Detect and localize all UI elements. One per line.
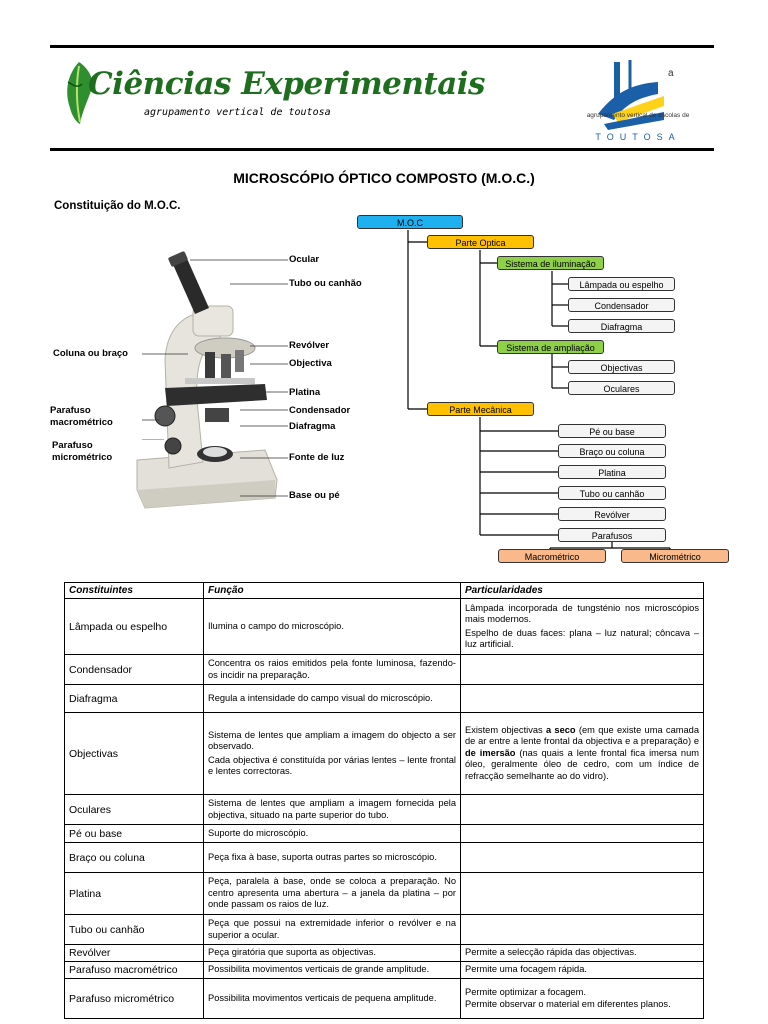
- diagram-sistema-iluminacao: Sistema de iluminação: [497, 256, 604, 270]
- diagram-objectivas: Objectivas: [568, 360, 675, 374]
- cell-funcao: [204, 713, 461, 795]
- cell-part-line: Lâmpada incorporada de tungsténio nos microscópios mais modernos.: [465, 602, 699, 624]
- cell-name: Parafuso macrométrico: [65, 962, 204, 979]
- part-text: Existem objectivas: [465, 724, 546, 735]
- label-objectiva: Objectiva: [289, 358, 332, 369]
- table-row: [65, 915, 704, 945]
- cell-name: Lâmpada ou espelho: [65, 599, 204, 655]
- header-constituintes: Constituintes: [65, 583, 204, 599]
- table-header-row: [65, 583, 704, 599]
- cell-name: Braço ou coluna: [65, 843, 204, 873]
- cell-funcao: Peça fixa à base, suporta outras partes so microscópio.: [204, 843, 461, 873]
- diagram-revolver: Revólver: [558, 507, 666, 521]
- cell-particularidades: [461, 843, 704, 873]
- cell-part-line: Permite observar o material em diferentes planos.: [465, 998, 671, 1009]
- table-row: [65, 945, 704, 962]
- part-text: (em que existe uma camada de ar entre a lente frontal da objectiva e a preparação) e: [465, 724, 699, 747]
- diagram-diafragma: Diafragma: [568, 319, 675, 333]
- cell-funcao: Suporte do microscópio.: [204, 825, 461, 843]
- seal-letter: a: [668, 68, 674, 79]
- part-text: (nas quais a lente frontal fica imersa num óleo, geralmente óleo de cedro, com um índice de refracção semelhante ao do vidro).: [465, 747, 700, 781]
- diagram-parte-optica: Parte Optica: [427, 235, 534, 249]
- label-platina: Platina: [289, 387, 321, 398]
- table-row: [65, 962, 704, 979]
- cell-part-line: Permite optimizar a focagem.: [465, 987, 586, 997]
- page-title: MICROSCÓPIO ÓPTICO COMPOSTO (M.O.C.): [233, 170, 535, 186]
- table-row: [65, 795, 704, 825]
- diagram-micrometrico: Micrométrico: [621, 549, 729, 563]
- diagram-condensador: Condensador: [568, 298, 675, 312]
- table-row: [65, 979, 704, 1019]
- seal-small-text: agrupamento vertical de escolas de: [586, 112, 690, 119]
- cell-name: Revólver: [65, 945, 204, 962]
- cell-funcao: Ilumina o campo do microscópio.: [204, 599, 461, 655]
- cell-funcao: Regula a intensidade do campo visual do microscópio.: [204, 685, 461, 713]
- cell-part-line: Espelho de duas faces: plana – luz natural; côncava – luz artificial.: [465, 627, 699, 649]
- seal-town: TOUTOSA: [595, 132, 681, 142]
- cell-name: Tubo ou canhão: [65, 915, 204, 945]
- label-tubo: Tubo ou canhão: [289, 278, 362, 289]
- part-bold-a-seco: a seco: [545, 724, 576, 735]
- diagram-parte-mecanica: Parte Mecânica: [427, 402, 534, 416]
- table-row: [65, 873, 704, 915]
- cell-funcao: Peça que possui na extremidade inferior o revólver e na superior a ocular.: [204, 915, 461, 945]
- cell-name: Platina: [65, 873, 204, 915]
- cell-particularidades: Permite uma focagem rápida.: [461, 962, 704, 979]
- diagram-parafusos: Parafusos: [558, 528, 666, 542]
- diagram-platina: Platina: [558, 465, 666, 479]
- microscope-left-leader-lines: [140, 340, 200, 440]
- cell-funcao-line: Sistema de lentes que ampliam a imagem do objecto a ser observado.: [208, 729, 456, 751]
- logo-title: Ciências Experimentais: [88, 66, 486, 102]
- logo-subtitle: agrupamento vertical de toutosa: [144, 107, 331, 118]
- table-row: [65, 599, 704, 655]
- cell-funcao: Possibilita movimentos verticais de pequena amplitude.: [204, 979, 461, 1019]
- cell-name: Pé ou base: [65, 825, 204, 843]
- cell-funcao: Peça giratória que suporta as objectivas.: [204, 945, 461, 962]
- label-base: Base ou pé: [289, 490, 340, 501]
- header-funcao: Função: [204, 583, 461, 599]
- cell-name: Oculares: [65, 795, 204, 825]
- diagram-lampada: Lâmpada ou espelho: [568, 277, 675, 291]
- label-macro-line2: macrométrico: [50, 417, 113, 428]
- cell-particularidades: [461, 873, 704, 915]
- diagram-pe-base: Pé ou base: [558, 424, 666, 438]
- cell-name: Diafragma: [65, 685, 204, 713]
- label-revolver: Revólver: [289, 340, 330, 351]
- label-coluna: Coluna ou braço: [53, 348, 128, 359]
- cell-particularidades: [461, 685, 704, 713]
- label-micro-line1: Parafuso: [52, 440, 93, 451]
- cell-funcao: Sistema de lentes que ampliam a imagem fornecida pela objectiva, situado na parte superior do tubo.: [204, 795, 461, 825]
- diagram-root: M.O.C: [357, 215, 463, 229]
- table-row: [65, 843, 704, 873]
- cell-funcao: Concentra os raios emitidos pela fonte luminosa, fazendo-os incidir na preparação.: [204, 655, 461, 685]
- table-row: [65, 655, 704, 685]
- table-row: [65, 825, 704, 843]
- cell-particularidades: [461, 655, 704, 685]
- diagram-macrometrico: Macrométrico: [498, 549, 606, 563]
- part-bold-de-imersao: de imersão: [465, 747, 516, 758]
- header-particularidades: Particularidades: [461, 583, 704, 599]
- cell-name: Objectivas: [65, 713, 204, 795]
- cell-particularidades: Permite a selecção rápida das objectivas.: [461, 945, 704, 962]
- cell-particularidades: [461, 979, 704, 1019]
- cell-particularidades: [461, 713, 704, 795]
- table-row: [65, 685, 704, 713]
- cell-particularidades: [461, 599, 704, 655]
- label-micro-line2: micrométrico: [52, 452, 113, 463]
- cell-name: Condensador: [65, 655, 204, 685]
- cell-particularidades: [461, 915, 704, 945]
- cell-particularidades: [461, 825, 704, 843]
- section-title: Constituição do M.O.C.: [54, 200, 181, 212]
- header-top-rule: [50, 45, 714, 48]
- table-row: [65, 713, 704, 795]
- diagram-oculares: Oculares: [568, 381, 675, 395]
- label-fonte: Fonte de luz: [289, 452, 345, 463]
- cell-particularidades: [461, 795, 704, 825]
- cell-funcao: Peça, paralela à base, onde se coloca a preparação. No centro apresenta uma abertura – a janela da platina – por onde passam os raios de luz.: [204, 873, 461, 915]
- cell-name: Parafuso micrométrico: [65, 979, 204, 1019]
- label-condensador: Condensador: [289, 405, 351, 416]
- diagram-braco-coluna: Braço ou coluna: [558, 444, 666, 458]
- constituents-table: [64, 582, 704, 1019]
- label-diafragma: Diafragma: [289, 421, 336, 432]
- cell-funcao: Possibilita movimentos verticais de grande amplitude.: [204, 962, 461, 979]
- diagram-sistema-ampliacao: Sistema de ampliação: [497, 340, 604, 354]
- label-ocular: Ocular: [289, 254, 320, 265]
- label-macro-line1: Parafuso: [50, 405, 91, 416]
- diagram-tubo-canhao: Tubo ou canhão: [558, 486, 666, 500]
- header-bottom-rule: [50, 148, 714, 151]
- cell-funcao-line: Cada objectiva é constituída por várias lentes – lente frontal e lentes correctoras.: [208, 754, 456, 776]
